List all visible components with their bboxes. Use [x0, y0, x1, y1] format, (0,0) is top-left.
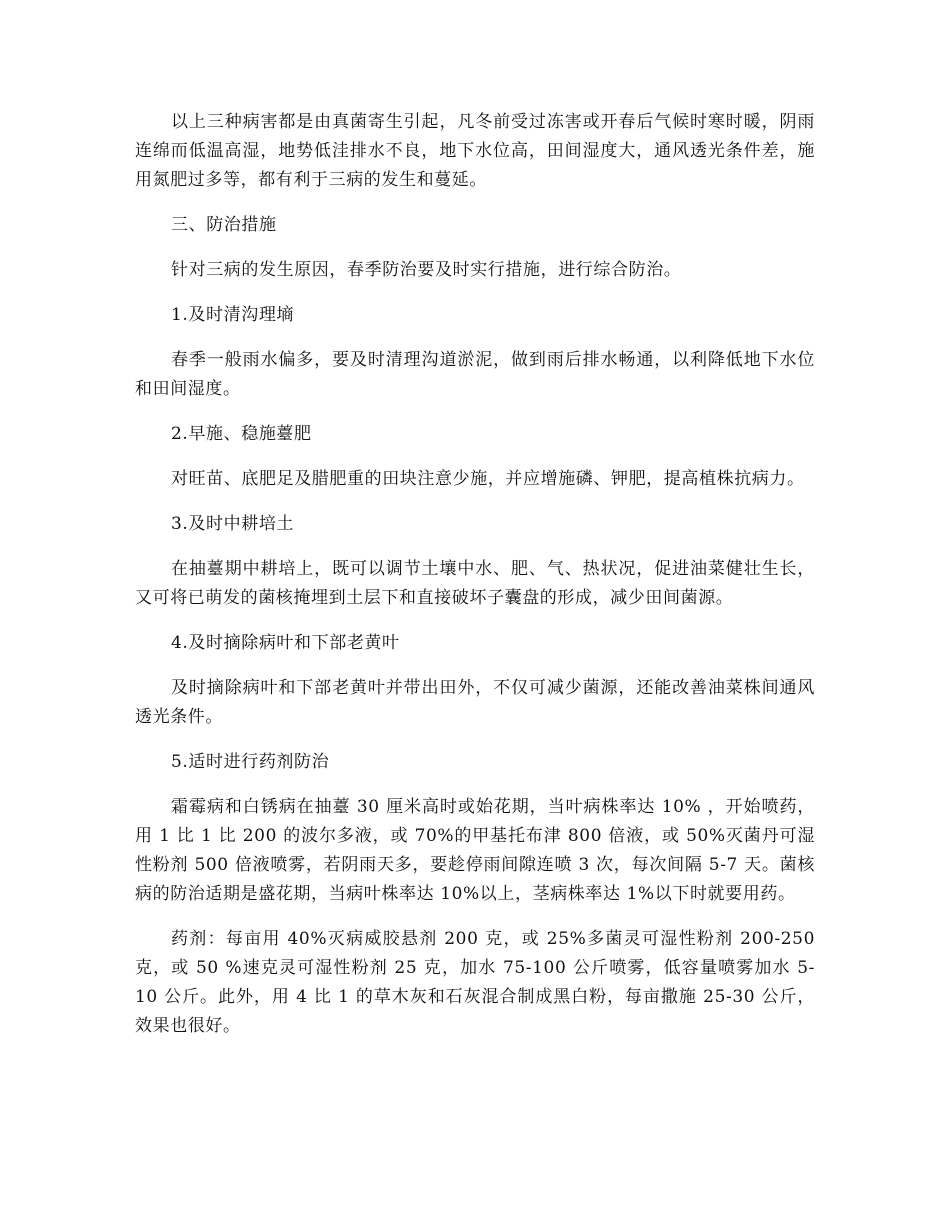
subheading-cultivation: 3.及时中耕培土 [171, 514, 295, 534]
paragraph-chemical-control: 霜霉病和白锈病在抽薹 30 厘米高时或始花期，当叶病株率达 10% ，开始喷药，用 1 比 1 比 200 的波尔多液，或 70%的甲基托布津 800 倍液，或 50%灭菌丹可湿性粉剂 500 倍液喷雾，若阴雨天多，要趁停雨间隙连喷 3 次，每次间隔 5-7 天。菌核病的防治适期是盛花期，当病叶株率达 10%以上，茎病株率达 1%以下时就要用药。 [135, 797, 815, 904]
paragraph-fertilizer: 对旺苗、底肥足及腊肥重的田块注意少施，并应增施磷、钾肥，提高植株抗病力。 [171, 469, 805, 489]
subheading-leaf-removal: 4.及时摘除病叶和下部老黄叶 [171, 633, 400, 653]
section-heading-prevention: 三、防治措施 [171, 215, 277, 235]
paragraph-disease-causes: 以上三种病害都是由真菌寄生引起，凡冬前受过冻害或开春后气候时寒时暖，阴雨连绵而低温高湿，地势低洼排水不良，地下水位高，田间湿度大，通风透光条件差，施用氮肥过多等，都有利于三病的发生和蔓延。 [135, 112, 815, 190]
paragraph-leaf-removal: 及时摘除病叶和下部老黄叶并带出田外，不仅可减少菌源，还能改善油菜株间通风透光条件。 [135, 678, 815, 727]
paragraph-cultivation: 在抽薹期中耕培上，既可以调节土壤中水、肥、气、热状况，促进油菜健壮生长，又可将已萌发的菌核掩埋到土层下和直接破坏子囊盘的形成，减少田间菌源。 [135, 559, 815, 608]
paragraph-prevention-intro: 针对三病的发生原因，春季防治要及时实行措施，进行综合防治。 [171, 260, 682, 280]
subheading-ditch-cleaning: 1.及时清沟理墒 [171, 305, 295, 325]
document-page [135, 108, 815, 1057]
subheading-fertilizer: 2.早施、稳施薹肥 [171, 424, 312, 444]
paragraph-pesticides: 药剂：每亩用 40%灭病威胶悬剂 200 克，或 25%多菌灵可湿性粉剂 200-250 克，或 50 %速克灵可湿性粉剂 25 克，加水 75-100 公斤喷雾，低容量喷雾加水 5-10 公斤。此外，用 4 比 1 的草木灰和石灰混合制成黑白粉，每亩撒施 25-30 公斤，效果也很好。 [135, 929, 815, 1036]
paragraph-ditch-cleaning: 春季一般雨水偏多，要及时清理沟道淤泥，做到雨后排水畅通，以利降低地下水位和田间湿度。 [135, 350, 815, 399]
subheading-chemical-control: 5.适时进行药剂防治 [171, 752, 330, 772]
